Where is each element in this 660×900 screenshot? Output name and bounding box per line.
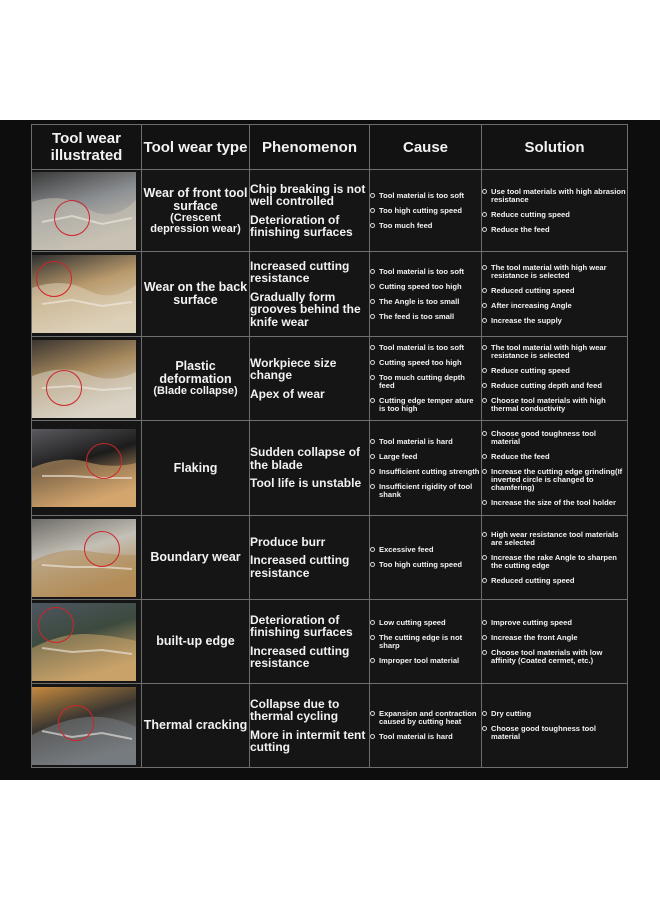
phenomenon-cell xyxy=(250,337,370,421)
bullet-circle-icon xyxy=(370,299,375,304)
highlight-circle xyxy=(54,200,90,236)
solution-cell xyxy=(482,337,628,421)
bullet-circle-icon xyxy=(370,345,375,350)
cause-cell xyxy=(370,421,482,516)
bullet-circle-icon xyxy=(370,284,375,289)
cause-text: Tool material is too soft xyxy=(379,343,465,352)
solution-item xyxy=(482,649,627,665)
bullet-circle-icon xyxy=(370,193,375,198)
solution-item xyxy=(482,453,627,461)
cause-text: Too much cutting depth feed xyxy=(379,373,465,390)
bullet-circle-icon xyxy=(482,345,487,350)
header-row xyxy=(32,125,628,170)
cause-item xyxy=(370,298,481,306)
cause-text: Cutting speed too high xyxy=(379,281,462,291)
solution-item xyxy=(482,367,627,375)
cause-text: Insufficient cutting strength xyxy=(379,466,480,476)
highlight-circle xyxy=(86,443,122,479)
bullet-circle-icon xyxy=(482,265,487,270)
wear-type: Flaking xyxy=(173,460,218,475)
solution-text: Use tool materials with high abrasion resistance xyxy=(491,186,626,204)
bullet-circle-icon xyxy=(482,650,487,655)
solution-item xyxy=(482,317,627,325)
bullet-circle-icon xyxy=(370,635,375,640)
phenomenon-cell xyxy=(250,684,370,768)
bullet-circle-icon xyxy=(370,314,375,319)
phenomenon-cell xyxy=(250,516,370,600)
solution-text: Improve cutting speed xyxy=(491,617,573,627)
bullet-circle-icon xyxy=(482,303,487,308)
solution-text: Reduce the feed xyxy=(491,224,550,234)
phenomenon-item: Increased cutting resistance xyxy=(250,553,350,580)
cause-item xyxy=(370,634,481,650)
solution-text: Reduce the feed xyxy=(491,451,550,461)
wear-type-cell xyxy=(142,421,250,516)
cause-item xyxy=(370,733,481,741)
cause-item xyxy=(370,207,481,215)
phenomenon-item: Workpiece size change xyxy=(250,355,337,383)
cause-cell xyxy=(370,600,482,684)
solution-item xyxy=(482,634,627,642)
solution-cell xyxy=(482,421,628,516)
solution-text: Increase the front Angle xyxy=(491,632,578,642)
bullet-circle-icon xyxy=(482,635,487,640)
solution-text: Reduce cutting speed xyxy=(491,209,570,219)
cause-text: The Angle is too small xyxy=(379,296,460,306)
cause-item xyxy=(370,468,481,476)
highlight-circle xyxy=(84,531,120,567)
solution-text: Choose tool materials with high thermal conductivity xyxy=(491,396,606,413)
bullet-circle-icon xyxy=(482,555,487,560)
bullet-circle-icon xyxy=(370,562,375,567)
solution-text: Reduce cutting speed xyxy=(491,366,570,375)
solution-text: Choose tool materials with low affinity (Coated cermet, etc.) xyxy=(491,647,603,665)
solution-text: Increase the size of the tool holder xyxy=(491,497,616,507)
cause-item xyxy=(370,453,481,461)
header-illustrated: Tool wear illustrated xyxy=(32,125,142,170)
solution-text: Reduce cutting depth and feed xyxy=(491,381,602,390)
cause-text: The feed is too small xyxy=(379,311,455,321)
bullet-circle-icon xyxy=(370,360,375,365)
cause-item xyxy=(370,438,481,446)
phenomenon-item: Sudden collapse of the blade xyxy=(250,445,361,472)
cause-text: The cutting edge is not sharp xyxy=(379,632,463,650)
bullet-circle-icon xyxy=(370,734,375,739)
wear-type: Boundary wear xyxy=(150,550,241,564)
solution-cell xyxy=(482,684,628,768)
cause-text: Low cutting speed xyxy=(379,617,446,627)
cause-cell xyxy=(370,684,482,768)
phenomenon-cell xyxy=(250,421,370,516)
table-row xyxy=(32,421,628,516)
bullet-circle-icon xyxy=(482,431,487,436)
bullet-circle-icon xyxy=(370,439,375,444)
solution-text: The tool material with high wear resistance is selected xyxy=(491,343,607,360)
wear-photo-cell xyxy=(32,600,142,684)
wear-photo xyxy=(32,519,136,597)
wear-type: Thermal cracking xyxy=(143,718,248,732)
solution-text: Increase the cutting edge grinding(If inverted circle is changed to chamfering) xyxy=(491,466,623,492)
wear-type: built-up edge xyxy=(156,634,235,648)
cause-item xyxy=(370,397,481,413)
bullet-circle-icon xyxy=(370,620,375,625)
wear-type-cell xyxy=(142,252,250,337)
wear-photo-cell xyxy=(32,170,142,252)
solution-item xyxy=(482,344,627,360)
solution-text: Dry cutting xyxy=(491,709,532,718)
wear-photo xyxy=(32,429,136,507)
wear-type: Wear on the back surface xyxy=(143,280,248,307)
solution-cell xyxy=(482,516,628,600)
solution-item xyxy=(482,531,627,547)
cause-item xyxy=(370,657,481,665)
bullet-circle-icon xyxy=(370,658,375,663)
bullet-circle-icon xyxy=(370,454,375,459)
solution-item xyxy=(482,287,627,295)
solution-item xyxy=(482,264,627,280)
wear-type: Wear of front tool surface xyxy=(143,185,248,213)
phenomenon-item: Tool life is unstable xyxy=(250,476,362,491)
wear-type: Plastic deformation xyxy=(159,359,232,386)
bullet-circle-icon xyxy=(482,469,487,474)
cause-text: Improper tool material xyxy=(379,655,460,665)
phenomenon-item: Deterioration of finishing surfaces xyxy=(250,212,353,239)
phenomenon-item: Collapse due to thermal cycling xyxy=(250,696,340,723)
cause-cell xyxy=(370,337,482,421)
wear-photo-cell xyxy=(32,252,142,337)
phenomenon-cell xyxy=(250,252,370,337)
cause-item xyxy=(370,268,481,276)
cause-item xyxy=(370,359,481,367)
bullet-circle-icon xyxy=(370,398,375,403)
bullet-circle-icon xyxy=(370,711,375,716)
cause-text: Insufficient rigidity of tool shank xyxy=(379,481,473,499)
cause-item xyxy=(370,344,481,352)
bullet-circle-icon xyxy=(370,375,375,380)
bullet-circle-icon xyxy=(482,288,487,293)
cause-text: Too high cutting speed xyxy=(379,560,462,569)
solution-text: Choose good toughness tool material xyxy=(491,428,597,446)
wear-photo xyxy=(32,340,136,418)
highlight-circle xyxy=(36,261,72,297)
solution-text: Reduced cutting speed xyxy=(491,285,575,295)
solution-text: The tool material with high wear resistance is selected xyxy=(491,262,607,280)
solution-item xyxy=(482,554,627,570)
bullet-circle-icon xyxy=(370,484,375,489)
phenomenon-item: Increased cutting resistance xyxy=(250,643,350,670)
solution-item xyxy=(482,302,627,310)
solution-text: Reduced cutting speed xyxy=(491,575,575,585)
cause-text: Large feed xyxy=(379,451,418,461)
header-phenomenon: Phenomenon xyxy=(250,125,370,170)
solution-text: Increase the supply xyxy=(491,315,562,325)
cause-cell xyxy=(370,170,482,252)
cause-item xyxy=(370,483,481,499)
solution-item xyxy=(482,468,627,492)
phenomenon-cell xyxy=(250,170,370,252)
solution-item xyxy=(482,577,627,585)
photo-graphic xyxy=(32,519,136,597)
wear-photo xyxy=(32,603,136,681)
wear-type-subtitle: (Blade collapse) xyxy=(153,385,238,397)
wear-photo-cell xyxy=(32,421,142,516)
wear-photo xyxy=(32,172,136,250)
bullet-circle-icon xyxy=(482,227,487,232)
cause-text: Cutting edge temper ature is too high xyxy=(379,396,474,413)
cause-item xyxy=(370,619,481,627)
wear-type-cell xyxy=(142,170,250,252)
solution-item xyxy=(482,619,627,627)
bullet-circle-icon xyxy=(370,269,375,274)
wear-type-cell xyxy=(142,516,250,600)
cause-text: Excessive feed xyxy=(379,545,434,554)
phenomenon-item: Produce burr xyxy=(250,534,326,549)
solution-text: Increase the rake Angle to sharpen the cutting edge xyxy=(491,552,617,570)
bullet-circle-icon xyxy=(482,189,487,194)
cause-text: Cutting speed too high xyxy=(379,358,462,367)
table-row xyxy=(32,170,628,252)
header-cause: Cause xyxy=(370,125,482,170)
highlight-circle xyxy=(46,370,82,406)
bullet-circle-icon xyxy=(482,620,487,625)
solution-item xyxy=(482,226,627,234)
solution-item xyxy=(482,725,627,741)
solution-item xyxy=(482,710,627,718)
cause-item xyxy=(370,283,481,291)
solution-item xyxy=(482,382,627,390)
tool-wear-table xyxy=(31,124,628,768)
phenomenon-item: Chip breaking is not well controlled xyxy=(250,181,366,208)
bullet-circle-icon xyxy=(482,318,487,323)
bullet-circle-icon xyxy=(482,368,487,373)
cause-text: Tool material is too soft xyxy=(379,190,465,200)
solution-text: High wear resistance tool materials are selected xyxy=(491,529,619,547)
bullet-circle-icon xyxy=(482,383,487,388)
table-row xyxy=(32,600,628,684)
cause-text: Tool material is hard xyxy=(379,732,453,741)
cause-text: Tool material is too soft xyxy=(379,266,465,276)
bullet-circle-icon xyxy=(482,578,487,583)
cause-item xyxy=(370,192,481,200)
solution-cell xyxy=(482,170,628,252)
table-row xyxy=(32,252,628,337)
bullet-circle-icon xyxy=(482,500,487,505)
cause-item xyxy=(370,313,481,321)
solution-text: Choose good toughness tool material xyxy=(491,724,597,741)
phenomenon-item: More in intermit tent cutting xyxy=(250,727,366,754)
cause-text: Tool material is hard xyxy=(379,436,453,446)
phenomenon-item: Apex of wear xyxy=(250,386,325,401)
wear-photo-cell xyxy=(32,684,142,768)
wear-photo xyxy=(32,255,136,333)
cause-item xyxy=(370,374,481,390)
solution-text: After increasing Angle xyxy=(491,300,572,310)
table-row xyxy=(32,516,628,600)
solution-item xyxy=(482,397,627,413)
bullet-circle-icon xyxy=(370,469,375,474)
table-row xyxy=(32,684,628,768)
phenomenon-item: Deterioration of finishing surfaces xyxy=(250,612,353,639)
solution-cell xyxy=(482,252,628,337)
header-type: Tool wear type xyxy=(142,125,250,170)
header-solution: Solution xyxy=(482,125,628,170)
bullet-circle-icon xyxy=(482,726,487,731)
solution-item xyxy=(482,211,627,219)
cause-item xyxy=(370,561,481,569)
bullet-circle-icon xyxy=(482,398,487,403)
wear-type-cell xyxy=(142,337,250,421)
phenomenon-item: Gradually form grooves behind the knife wear xyxy=(250,289,361,329)
cause-text: Expansion and contraction caused by cutting heat xyxy=(379,709,477,726)
cause-text: Too high cutting speed xyxy=(379,205,462,215)
cause-cell xyxy=(370,252,482,337)
table-row xyxy=(32,337,628,421)
bullet-circle-icon xyxy=(370,208,375,213)
bullet-circle-icon xyxy=(482,454,487,459)
highlight-circle xyxy=(58,705,94,741)
wear-type-cell xyxy=(142,600,250,684)
cause-item xyxy=(370,710,481,726)
wear-photo-cell xyxy=(32,337,142,421)
solution-cell xyxy=(482,600,628,684)
bullet-circle-icon xyxy=(482,532,487,537)
cause-item xyxy=(370,546,481,554)
bullet-circle-icon xyxy=(482,212,487,217)
solution-item xyxy=(482,188,627,204)
wear-type-subtitle: (Crescent depression wear) xyxy=(150,211,241,235)
cause-text: Too much feed xyxy=(379,220,433,230)
bullet-circle-icon xyxy=(370,547,375,552)
bullet-circle-icon xyxy=(482,711,487,716)
wear-photo-cell xyxy=(32,516,142,600)
wear-type-cell xyxy=(142,684,250,768)
cause-item xyxy=(370,222,481,230)
solution-item xyxy=(482,499,627,507)
cause-cell xyxy=(370,516,482,600)
phenomenon-cell xyxy=(250,600,370,684)
bullet-circle-icon xyxy=(370,223,375,228)
solution-item xyxy=(482,430,627,446)
wear-photo xyxy=(32,687,136,765)
phenomenon-item: Increased cutting resistance xyxy=(250,258,350,286)
highlight-circle xyxy=(38,607,74,643)
